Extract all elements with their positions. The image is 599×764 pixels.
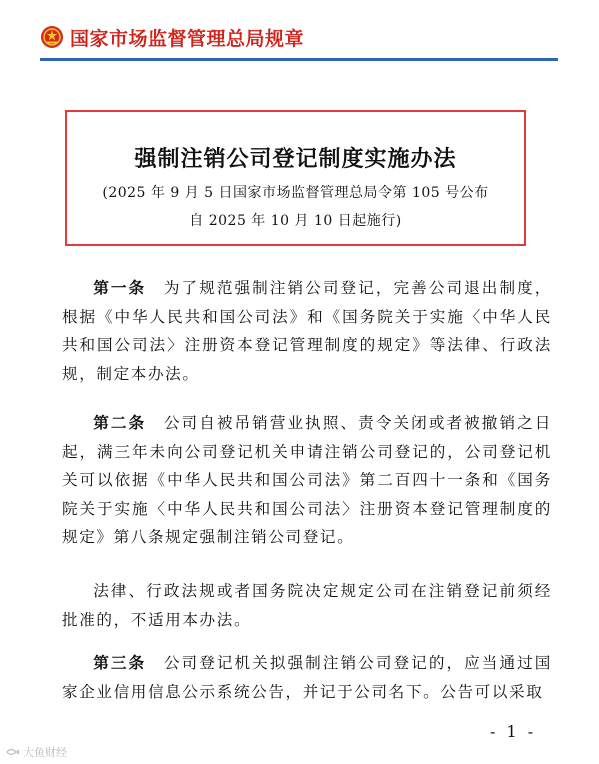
article-3 [62, 649, 552, 706]
document-title: 强制注销公司登记制度实施办法 [134, 146, 457, 172]
article-text: 法律、行政法规或者国务院决定规定公司在注销登记前须经批准的，不适用本办法。 [62, 582, 552, 629]
document-subtitle-line-1: (2025 年 9 月 5 日国家市场监督管理总局令第 105 号公布 [102, 185, 489, 201]
article-text: 为了规范强制注销公司登记，完善公司退出制度，根据《中华人民共和国公司法》和《国务院关于实施〈中华人民共和国公司法〉注册资本登记管理制度的规定》等法律、行政法规，制定本办法。 [62, 279, 552, 383]
header-title: 国家市场监督管理总局规章 [70, 27, 305, 50]
article-2 [62, 409, 552, 552]
article-2-paragraph-2 [62, 577, 552, 634]
article-label: 第一条 [93, 279, 147, 297]
fish-icon [6, 746, 20, 758]
article-label: 第二条 [93, 414, 147, 432]
page-header [40, 22, 304, 52]
page-number: - 1 - [490, 722, 537, 741]
article-text: 公司登记机关拟强制注销公司登记的，应当通过国家企业信用信息公示系统公告，并记于公司名下。公告可以采取 [62, 654, 552, 701]
watermark [6, 744, 67, 760]
watermark-text: 大鱼财经 [23, 746, 67, 759]
document-subtitle-line-2: 自 2025 年 10 月 10 日起施行) [189, 213, 402, 229]
national-emblem-icon [40, 25, 64, 49]
article-1 [62, 274, 552, 388]
article-label: 第三条 [93, 654, 147, 672]
article-text: 公司自被吊销营业执照、责令关闭或者被撤销之日起，满三年未向公司登记机关申请注销公司登记的，公司登记机关可以依据《中华人民共和国公司法》第二百四十一条和《国务院关于实施〈中华人民共和国公司法〉注册资本登记管理制度的规定》第八条规定强制注销公司登记。 [62, 414, 552, 547]
title-box [65, 110, 526, 246]
header-divider [40, 58, 558, 61]
